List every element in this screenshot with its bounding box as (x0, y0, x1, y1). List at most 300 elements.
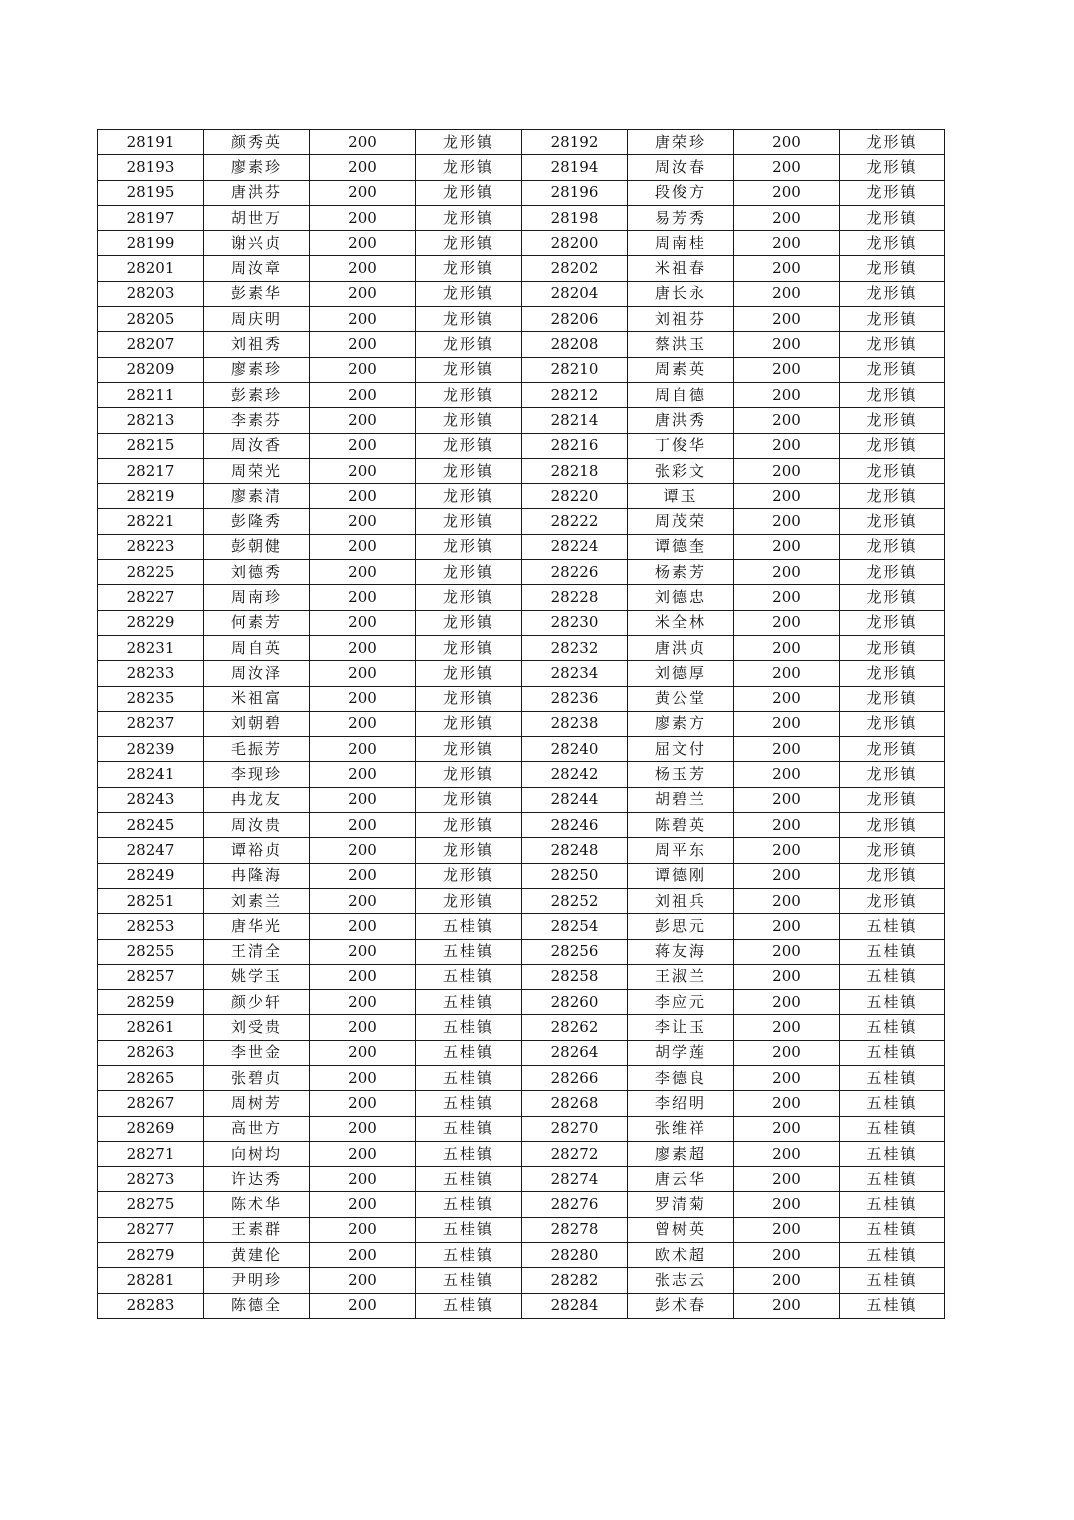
town-cell: 龙形镇 (416, 888, 522, 913)
recipient-name-cell: 周汝章 (204, 256, 310, 281)
recipient-name-cell: 彭思元 (628, 914, 734, 939)
town-cell: 龙形镇 (416, 155, 522, 180)
recipient-name-cell: 王素群 (204, 1217, 310, 1242)
record-id-cell: 28251 (98, 888, 204, 913)
amount-cell: 200 (310, 711, 416, 736)
record-id-cell: 28208 (522, 332, 628, 357)
record-id-cell: 28260 (522, 990, 628, 1015)
record-id-cell: 28195 (98, 180, 204, 205)
town-cell: 五桂镇 (416, 964, 522, 989)
amount-cell: 200 (310, 281, 416, 306)
amount-cell: 200 (734, 205, 840, 230)
record-id-cell: 28268 (522, 1091, 628, 1116)
amount-cell: 200 (310, 661, 416, 686)
amount-cell: 200 (734, 939, 840, 964)
record-id-cell: 28221 (98, 509, 204, 534)
recipient-name-cell: 蔡洪玉 (628, 332, 734, 357)
recipient-name-cell: 刘德忠 (628, 585, 734, 610)
town-cell: 五桂镇 (416, 1040, 522, 1065)
record-id-cell: 28194 (522, 155, 628, 180)
table-row (98, 863, 945, 888)
town-cell: 龙形镇 (840, 281, 945, 306)
table-row (98, 711, 945, 736)
town-cell: 龙形镇 (416, 509, 522, 534)
amount-cell: 200 (310, 1268, 416, 1293)
recipient-name-cell: 刘受贵 (204, 1015, 310, 1040)
recipient-name-cell: 刘朝碧 (204, 711, 310, 736)
recipient-name-cell: 段俊方 (628, 180, 734, 205)
record-id-cell: 28273 (98, 1167, 204, 1192)
amount-cell: 200 (734, 610, 840, 635)
amount-cell: 200 (310, 433, 416, 458)
record-id-cell: 28241 (98, 762, 204, 787)
recipient-name-cell: 王清全 (204, 939, 310, 964)
recipient-name-cell: 唐长永 (628, 281, 734, 306)
table-row (98, 433, 945, 458)
town-cell: 五桂镇 (840, 1065, 945, 1090)
amount-cell: 200 (734, 661, 840, 686)
town-cell: 龙形镇 (840, 155, 945, 180)
record-id-cell: 28214 (522, 408, 628, 433)
record-id-cell: 28247 (98, 838, 204, 863)
table-row (98, 762, 945, 787)
amount-cell: 200 (310, 509, 416, 534)
recipient-name-cell: 冉隆海 (204, 863, 310, 888)
amount-cell: 200 (310, 939, 416, 964)
table-row (98, 737, 945, 762)
recipient-name-cell: 黄公堂 (628, 686, 734, 711)
amount-cell: 200 (734, 231, 840, 256)
table-row (98, 964, 945, 989)
recipient-name-cell: 胡碧兰 (628, 787, 734, 812)
table-row (98, 560, 945, 585)
town-cell: 龙形镇 (416, 458, 522, 483)
town-cell: 龙形镇 (416, 711, 522, 736)
amount-cell: 200 (310, 863, 416, 888)
recipient-name-cell: 米全林 (628, 610, 734, 635)
amount-cell: 200 (310, 787, 416, 812)
record-id-cell: 28270 (522, 1116, 628, 1141)
town-cell: 龙形镇 (840, 458, 945, 483)
town-cell: 龙形镇 (416, 281, 522, 306)
table-row (98, 1167, 945, 1192)
town-cell: 五桂镇 (840, 1268, 945, 1293)
town-cell: 龙形镇 (840, 661, 945, 686)
town-cell: 龙形镇 (416, 737, 522, 762)
recipient-name-cell: 李应元 (628, 990, 734, 1015)
recipient-name-cell: 唐荣珍 (628, 130, 734, 155)
record-id-cell: 28223 (98, 534, 204, 559)
record-id-cell: 28272 (522, 1141, 628, 1166)
recipient-name-cell: 陈碧英 (628, 813, 734, 838)
record-id-cell: 28230 (522, 610, 628, 635)
recipient-name-cell: 王淑兰 (628, 964, 734, 989)
table-row (98, 155, 945, 180)
recipient-name-cell: 尹明珍 (204, 1268, 310, 1293)
table-row (98, 534, 945, 559)
record-id-cell: 28192 (522, 130, 628, 155)
recipient-name-cell: 李现珍 (204, 762, 310, 787)
amount-cell: 200 (734, 964, 840, 989)
town-cell: 龙形镇 (416, 332, 522, 357)
town-cell: 五桂镇 (840, 1243, 945, 1268)
table-row (98, 990, 945, 1015)
town-cell: 龙形镇 (416, 408, 522, 433)
recipient-name-cell: 米祖富 (204, 686, 310, 711)
amount-cell: 200 (310, 130, 416, 155)
recipient-name-cell: 米祖春 (628, 256, 734, 281)
amount-cell: 200 (310, 484, 416, 509)
recipient-name-cell: 颜秀英 (204, 130, 310, 155)
recipient-name-cell: 廖素珍 (204, 155, 310, 180)
table-row (98, 1141, 945, 1166)
recipient-name-cell: 张志云 (628, 1268, 734, 1293)
amount-cell: 200 (310, 914, 416, 939)
record-id-cell: 28255 (98, 939, 204, 964)
town-cell: 龙形镇 (840, 433, 945, 458)
table-row (98, 231, 945, 256)
amount-cell: 200 (310, 635, 416, 660)
table-row (98, 661, 945, 686)
amount-cell: 200 (310, 1293, 416, 1318)
record-id-cell: 28201 (98, 256, 204, 281)
table-row (98, 307, 945, 332)
record-id-cell: 28250 (522, 863, 628, 888)
town-cell: 龙形镇 (416, 813, 522, 838)
table-row (98, 1293, 945, 1318)
recipient-name-cell: 彭术春 (628, 1293, 734, 1318)
record-id-cell: 28213 (98, 408, 204, 433)
town-cell: 龙形镇 (416, 762, 522, 787)
amount-cell: 200 (310, 180, 416, 205)
table-row (98, 205, 945, 230)
town-cell: 龙形镇 (840, 256, 945, 281)
town-cell: 龙形镇 (416, 838, 522, 863)
amount-cell: 200 (734, 888, 840, 913)
table-row (98, 686, 945, 711)
town-cell: 五桂镇 (416, 939, 522, 964)
town-cell: 龙形镇 (416, 256, 522, 281)
recipient-name-cell: 廖素清 (204, 484, 310, 509)
recipient-name-cell: 黄建伦 (204, 1243, 310, 1268)
record-id-cell: 28203 (98, 281, 204, 306)
amount-cell: 200 (310, 1116, 416, 1141)
record-id-cell: 28267 (98, 1091, 204, 1116)
table-row (98, 1015, 945, 1040)
recipient-name-cell: 杨玉芳 (628, 762, 734, 787)
record-id-cell: 28234 (522, 661, 628, 686)
record-id-cell: 28231 (98, 635, 204, 660)
record-id-cell: 28215 (98, 433, 204, 458)
record-id-cell: 28256 (522, 939, 628, 964)
table-row (98, 1217, 945, 1242)
amount-cell: 200 (734, 1293, 840, 1318)
record-id-cell: 28228 (522, 585, 628, 610)
record-id-cell: 28259 (98, 990, 204, 1015)
town-cell: 龙形镇 (416, 610, 522, 635)
record-id-cell: 28219 (98, 484, 204, 509)
record-id-cell: 28263 (98, 1040, 204, 1065)
amount-cell: 200 (310, 231, 416, 256)
town-cell: 五桂镇 (840, 964, 945, 989)
amount-cell: 200 (734, 408, 840, 433)
record-id-cell: 28193 (98, 155, 204, 180)
town-cell: 龙形镇 (416, 787, 522, 812)
town-cell: 龙形镇 (840, 408, 945, 433)
recipient-name-cell: 曾树英 (628, 1217, 734, 1242)
town-cell: 龙形镇 (416, 130, 522, 155)
amount-cell: 200 (734, 458, 840, 483)
record-id-cell: 28275 (98, 1192, 204, 1217)
record-id-cell: 28280 (522, 1243, 628, 1268)
record-id-cell: 28238 (522, 711, 628, 736)
record-id-cell: 28252 (522, 888, 628, 913)
amount-cell: 200 (734, 1116, 840, 1141)
amount-cell: 200 (734, 1217, 840, 1242)
record-id-cell: 28204 (522, 281, 628, 306)
record-id-cell: 28205 (98, 307, 204, 332)
town-cell: 五桂镇 (416, 1091, 522, 1116)
amount-cell: 200 (734, 382, 840, 407)
recipient-name-cell: 欧术超 (628, 1243, 734, 1268)
record-id-cell: 28278 (522, 1217, 628, 1242)
table-row (98, 382, 945, 407)
recipient-name-cell: 谭德刚 (628, 863, 734, 888)
town-cell: 五桂镇 (416, 1217, 522, 1242)
amount-cell: 200 (310, 458, 416, 483)
recipient-name-cell: 姚学玉 (204, 964, 310, 989)
town-cell: 龙形镇 (840, 863, 945, 888)
record-id-cell: 28246 (522, 813, 628, 838)
town-cell: 龙形镇 (416, 661, 522, 686)
table-row (98, 458, 945, 483)
table-row (98, 256, 945, 281)
amount-cell: 200 (734, 357, 840, 382)
table-row (98, 787, 945, 812)
town-cell: 五桂镇 (840, 1116, 945, 1141)
amount-cell: 200 (734, 1243, 840, 1268)
recipient-name-cell: 李德良 (628, 1065, 734, 1090)
amount-cell: 200 (310, 1243, 416, 1268)
amount-cell: 200 (310, 307, 416, 332)
record-id-cell: 28284 (522, 1293, 628, 1318)
recipient-name-cell: 周自英 (204, 635, 310, 660)
amount-cell: 200 (310, 205, 416, 230)
record-id-cell: 28225 (98, 560, 204, 585)
town-cell: 龙形镇 (416, 863, 522, 888)
recipient-name-cell: 谢兴贞 (204, 231, 310, 256)
recipient-name-cell: 唐洪芬 (204, 180, 310, 205)
recipient-name-cell: 张碧贞 (204, 1065, 310, 1090)
amount-cell: 200 (734, 1192, 840, 1217)
town-cell: 五桂镇 (416, 1167, 522, 1192)
recipient-name-cell: 许达秀 (204, 1167, 310, 1192)
recipient-name-cell: 胡学莲 (628, 1040, 734, 1065)
record-id-cell: 28220 (522, 484, 628, 509)
record-id-cell: 28249 (98, 863, 204, 888)
town-cell: 五桂镇 (416, 1116, 522, 1141)
record-id-cell: 28244 (522, 787, 628, 812)
town-cell: 龙形镇 (416, 585, 522, 610)
amount-cell: 200 (310, 686, 416, 711)
amount-cell: 200 (734, 585, 840, 610)
town-cell: 五桂镇 (416, 1293, 522, 1318)
recipient-name-cell: 唐华光 (204, 914, 310, 939)
town-cell: 龙形镇 (840, 610, 945, 635)
amount-cell: 200 (734, 711, 840, 736)
amount-cell: 200 (734, 1091, 840, 1116)
record-id-cell: 28258 (522, 964, 628, 989)
town-cell: 龙形镇 (416, 560, 522, 585)
record-id-cell: 28281 (98, 1268, 204, 1293)
amount-cell: 200 (310, 1040, 416, 1065)
recipient-name-cell: 谭裕贞 (204, 838, 310, 863)
recipient-name-cell: 刘德秀 (204, 560, 310, 585)
table-row (98, 1243, 945, 1268)
recipient-name-cell: 刘祖秀 (204, 332, 310, 357)
amount-cell: 200 (734, 914, 840, 939)
amount-cell: 200 (734, 1268, 840, 1293)
recipient-name-cell: 周平东 (628, 838, 734, 863)
record-id-cell: 28199 (98, 231, 204, 256)
table-row (98, 635, 945, 660)
recipient-name-cell: 谭德奎 (628, 534, 734, 559)
recipient-name-cell: 唐洪秀 (628, 408, 734, 433)
record-id-cell: 28209 (98, 357, 204, 382)
amount-cell: 200 (734, 1040, 840, 1065)
amount-cell: 200 (310, 1065, 416, 1090)
recipient-name-cell: 易芳秀 (628, 205, 734, 230)
amount-cell: 200 (310, 1167, 416, 1192)
record-id-cell: 28253 (98, 914, 204, 939)
town-cell: 龙形镇 (840, 560, 945, 585)
recipient-name-cell: 周荣光 (204, 458, 310, 483)
town-cell: 龙形镇 (840, 838, 945, 863)
table-row (98, 585, 945, 610)
amount-cell: 200 (734, 509, 840, 534)
amount-cell: 200 (310, 408, 416, 433)
town-cell: 五桂镇 (416, 1192, 522, 1217)
record-id-cell: 28277 (98, 1217, 204, 1242)
recipient-name-cell: 丁俊华 (628, 433, 734, 458)
amount-cell: 200 (310, 382, 416, 407)
record-id-cell: 28261 (98, 1015, 204, 1040)
table-row (98, 509, 945, 534)
town-cell: 龙形镇 (416, 357, 522, 382)
town-cell: 五桂镇 (840, 1141, 945, 1166)
amount-cell: 200 (310, 560, 416, 585)
town-cell: 龙形镇 (840, 231, 945, 256)
recipient-name-cell: 周汝泽 (204, 661, 310, 686)
recipient-name-cell: 颜少轩 (204, 990, 310, 1015)
recipient-name-cell: 蒋友海 (628, 939, 734, 964)
recipient-name-cell: 周庆明 (204, 307, 310, 332)
record-id-cell: 28276 (522, 1192, 628, 1217)
recipient-name-cell: 刘素兰 (204, 888, 310, 913)
amount-cell: 200 (734, 1065, 840, 1090)
town-cell: 五桂镇 (416, 1065, 522, 1090)
amount-cell: 200 (734, 155, 840, 180)
recipient-name-cell: 周素英 (628, 357, 734, 382)
recipient-name-cell: 周茂荣 (628, 509, 734, 534)
record-id-cell: 28207 (98, 332, 204, 357)
town-cell: 五桂镇 (840, 914, 945, 939)
record-id-cell: 28222 (522, 509, 628, 534)
town-cell: 五桂镇 (840, 1040, 945, 1065)
amount-cell: 200 (310, 155, 416, 180)
recipient-name-cell: 周自德 (628, 382, 734, 407)
recipient-name-cell: 周树芳 (204, 1091, 310, 1116)
amount-cell: 200 (310, 610, 416, 635)
town-cell: 龙形镇 (840, 686, 945, 711)
town-cell: 龙形镇 (840, 585, 945, 610)
town-cell: 龙形镇 (840, 888, 945, 913)
recipient-name-cell: 毛振芳 (204, 737, 310, 762)
record-id-cell: 28266 (522, 1065, 628, 1090)
amount-cell: 200 (734, 686, 840, 711)
amount-cell: 200 (310, 838, 416, 863)
amount-cell: 200 (310, 585, 416, 610)
town-cell: 龙形镇 (840, 307, 945, 332)
town-cell: 龙形镇 (416, 433, 522, 458)
record-id-cell: 28216 (522, 433, 628, 458)
amount-cell: 200 (310, 888, 416, 913)
amount-cell: 200 (310, 1192, 416, 1217)
town-cell: 五桂镇 (840, 990, 945, 1015)
table-row (98, 281, 945, 306)
record-id-cell: 28212 (522, 382, 628, 407)
town-cell: 龙形镇 (416, 307, 522, 332)
recipient-name-cell: 冉龙友 (204, 787, 310, 812)
recipient-name-cell: 彭素珍 (204, 382, 310, 407)
recipient-name-cell: 刘祖兵 (628, 888, 734, 913)
recipient-name-cell: 屈文付 (628, 737, 734, 762)
record-id-cell: 28191 (98, 130, 204, 155)
amount-cell: 200 (310, 813, 416, 838)
recipient-name-cell: 周汝贵 (204, 813, 310, 838)
record-id-cell: 28217 (98, 458, 204, 483)
town-cell: 龙形镇 (416, 205, 522, 230)
recipient-name-cell: 唐云华 (628, 1167, 734, 1192)
amount-cell: 200 (734, 635, 840, 660)
recipient-name-cell: 向树均 (204, 1141, 310, 1166)
recipient-name-cell: 刘德厚 (628, 661, 734, 686)
recipient-name-cell: 谭玉 (628, 484, 734, 509)
record-id-cell: 28274 (522, 1167, 628, 1192)
table-row (98, 357, 945, 382)
record-id-cell: 28211 (98, 382, 204, 407)
record-id-cell: 28227 (98, 585, 204, 610)
recipient-name-cell: 刘祖芬 (628, 307, 734, 332)
table-row (98, 1268, 945, 1293)
record-id-cell: 28226 (522, 560, 628, 585)
amount-cell: 200 (734, 281, 840, 306)
town-cell: 五桂镇 (416, 1141, 522, 1166)
table-row (98, 1065, 945, 1090)
recipient-name-cell: 唐洪贞 (628, 635, 734, 660)
amount-cell: 200 (734, 1167, 840, 1192)
record-id-cell: 28264 (522, 1040, 628, 1065)
recipient-name-cell: 张彩文 (628, 458, 734, 483)
amount-cell: 200 (310, 762, 416, 787)
amount-cell: 200 (310, 964, 416, 989)
town-cell: 龙形镇 (416, 231, 522, 256)
amount-cell: 200 (734, 737, 840, 762)
town-cell: 龙形镇 (416, 686, 522, 711)
recipient-name-cell: 廖素方 (628, 711, 734, 736)
table-row (98, 1091, 945, 1116)
amount-cell: 200 (734, 1015, 840, 1040)
